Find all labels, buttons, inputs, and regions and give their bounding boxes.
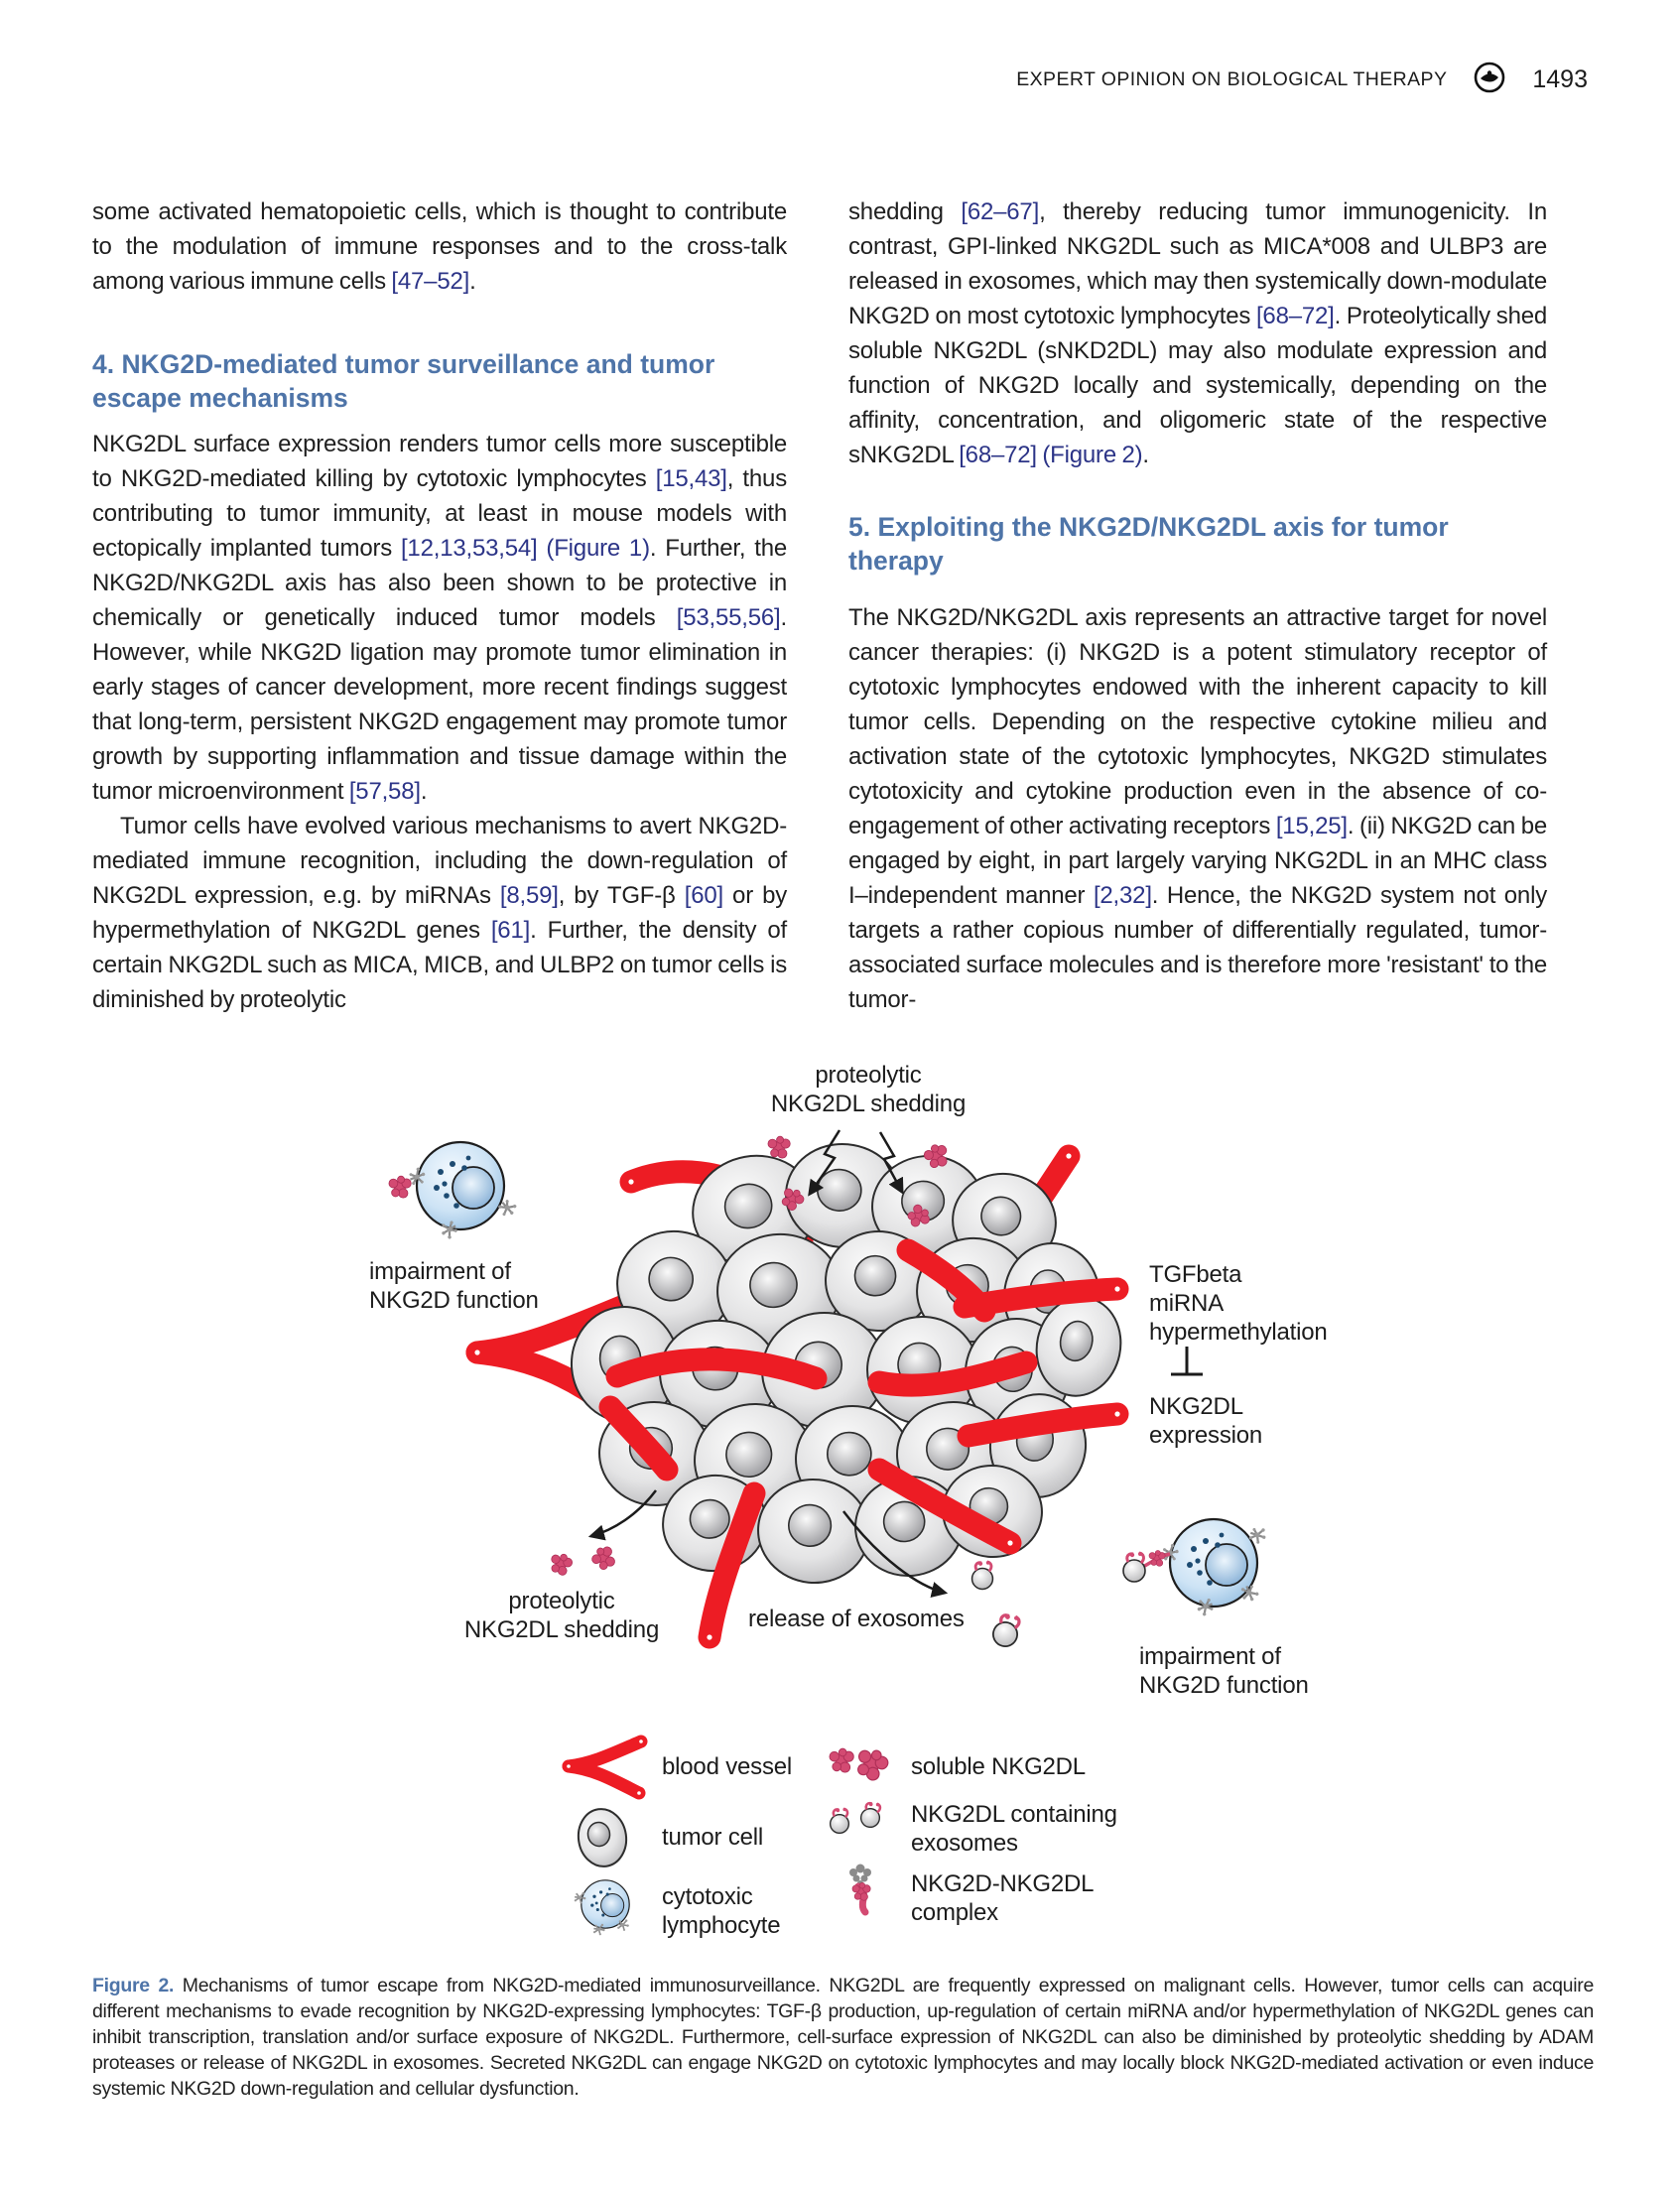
journal-title: EXPERT OPINION ON BIOLOGICAL THERAPY (1016, 67, 1448, 90)
citation-ref[interactable]: [53,55,56] (676, 604, 781, 631)
citation-ref[interactable]: [62–67] (961, 198, 1040, 225)
legend-label-soluble-nkg2dl: soluble NKG2DL (911, 1753, 1086, 1780)
legend-label-nkg2d-nkg2dl-complex: NKG2D-NKG2DL complex (911, 1870, 1095, 1926)
citation-ref[interactable]: [2,32] (1093, 882, 1152, 909)
blood-vessel-icon (567, 1739, 643, 1795)
paragraph: shedding [62–67], thereby reducing tumor immunogenicity. In contrast, GPI-linked NKG2DL such as MICA*008 and ULBP3 are released in exosomes, which may then systemically down-modulate NKG2D on most cytotoxic lymphocytes [68–72]. Proteolytically shed soluble NKG2DL (sNKD2DL) may also modulate expression and function of NKG2D locally and systemically, depending on the affinity, concentration, and oligomeric state of the respective sNKG2DL [68–72] (Figure 2). (848, 198, 1548, 468)
nkg2d-nkg2dl-complex-icon (849, 1865, 871, 1913)
label-proteolytic-shedding-bottom: proteolytic NKG2DL shedding (463, 1588, 660, 1643)
cytotoxic-lymphocyte-top-left (389, 1142, 519, 1240)
citation-ref[interactable]: [68–72] (1255, 303, 1335, 329)
label-release-of-exosomes: release of exosomes (748, 1606, 965, 1632)
citation-ref[interactable]: [12,13,53,54] (400, 535, 538, 562)
page-number: 1493 (1532, 64, 1588, 93)
soluble-nkg2dl-icon (830, 1745, 891, 1783)
section-heading-5: 5. Exploiting the NKG2D/NKG2DL axis for tumor therapy (848, 512, 1449, 576)
paragraph: some activated hematopoietic cells, which is thought to contribute to the modulation of immune responses and to the cross-talk among various immune cells [47–52]. (92, 198, 787, 295)
page-header (0, 62, 1588, 97)
inhibition-symbol (1171, 1347, 1203, 1374)
label-impairment-right: impairment of NKG2D function (1139, 1643, 1309, 1699)
citation-ref[interactable]: [68–72] (959, 442, 1037, 468)
tumor-cell-icon (575, 1806, 630, 1869)
soluble-nkg2dl-molecules-bottom (548, 1543, 619, 1577)
label-impairment-left: impairment of NKG2D function (369, 1258, 539, 1314)
legend-label-cytotoxic-lymphocyte: cytotoxic lymphocyte (662, 1883, 781, 1939)
label-tgfbeta-mirna: TGFbeta miRNA hypermethylation (1149, 1261, 1328, 1346)
citation-ref[interactable]: [8,59] (499, 882, 559, 909)
citation-ref[interactable]: [47–52] (391, 268, 470, 295)
cytotoxic-lymphocyte-icon (575, 1880, 629, 1936)
figure-ref[interactable]: (Figure 1) (546, 535, 650, 562)
cytotoxic-lymphocyte-bottom-right (1123, 1519, 1267, 1617)
legend-label-blood-vessel: blood vessel (662, 1753, 793, 1780)
nkg2dl-exosomes-icon (831, 1800, 882, 1833)
citation-ref[interactable]: [60] (684, 882, 723, 909)
left-column (92, 194, 787, 1017)
legend-label-nkg2dl-exosomes: NKG2DL containing exosomes (911, 1801, 1117, 1857)
legend-label-tumor-cell: tumor cell (662, 1824, 764, 1851)
released-exosomes (972, 1561, 1023, 1649)
label-proteolytic-shedding-top: proteolytic NKG2DL shedding (770, 1062, 967, 1117)
label-nkg2dl-expression: NKG2DL expression (1149, 1393, 1263, 1449)
section-heading-4: 4. NKG2D-mediated tumor surveillance and tumor escape mechanisms (92, 349, 715, 413)
paragraph: The NKG2D/NKG2DL axis represents an attractive target for novel cancer therapies: (i) NKG2D is a potent stimulatory receptor of cytotoxic lymphocytes endowed with the inherent capacity to kill tumor cells. Depending on the respective cytokine milieu and activation state of the cytotoxic lymphocytes, NKG2D stimulates cytotoxicity and cytokine production even in the absence of co-engagement of other activating receptors [15,25]. (ii) NKG2D can be engaged by eight, in part largely varying NKG2DL in an MHC class I–independent manner [2,32]. Hence, the NKG2D system not only targets a rather copious number of differentially regulated, tumor-associated surface molecules and is therefore more 'resistant' to the tumor- (848, 604, 1547, 1013)
citation-ref[interactable]: [61] (490, 917, 531, 944)
caption-text: Mechanisms of tumor escape from NKG2D-mediated immunosurveillance. NKG2DL are frequently expressed on malignant cells. However, tumor cells can acquire different mechanisms to evade recognition by NKG2D-expressing lymphocytes: TGF-β production, up-regulation of certain miRNA and/or hypermethylation of NKG2DL genes can inhibit transcription, translation and/or surface exposure of NKG2DL. Furthermore, cell-surface expression of NKG2DL can also be diminished by proteolytic shedding by ADAM proteases or release of NKG2DL in exosomes. Secreted NKG2DL can engage NKG2D on cytotoxic lymphocytes and may locally block NKG2D-mediated activation or even induce systemic NKG2D down-regulation and cellular dysfunction. (92, 1975, 1594, 2100)
citation-ref[interactable]: [15,43] (655, 465, 727, 492)
caption-figure-tag: Figure 2. (92, 1975, 175, 1996)
right-column (848, 194, 1547, 1017)
figure-ref[interactable]: (Figure 2) (1042, 442, 1143, 468)
figure2-diagram (327, 1047, 1359, 1970)
citation-ref[interactable]: [15,25] (1275, 813, 1348, 839)
publisher-circle-logo-icon (1473, 61, 1506, 99)
paragraph: NKG2DL surface expression renders tumor cells more susceptible to NKG2D-mediated killing by cytotoxic lymphocytes [15,43], thus contributing to tumor immunity, at least in mouse models with ectopically implanted tumors [12,13,53,54] (Figure 1). Further, the NKG2D/NKG2DL axis has also been shown to be protective in chemically or genetically induced tumor models [53,55,56]. However, while NKG2D ligation may promote tumor elimination in early stages of cancer development, more recent findings suggest that long-term, persistent NKG2D engagement may promote tumor growth by supporting inflammation and tissue damage within the tumor microenvironment [57,58]. (92, 431, 788, 805)
citation-ref[interactable]: [57,58] (348, 778, 421, 805)
figure2-graphic (327, 1047, 1359, 1970)
paragraph: Tumor cells have evolved various mechanisms to avert NKG2D-mediated immune recognition, including the down-regulation of NKG2DL expression, e.g. by miRNAs [8,59], by TGF-β [60] or by hypermethylation of NKG2DL genes [61]. Further, the density of certain NKG2DL such as MICA, MICB, and ULBP2 on tumor cells is diminished by proteolytic (92, 813, 788, 1013)
figure2-caption (92, 1973, 1594, 2102)
